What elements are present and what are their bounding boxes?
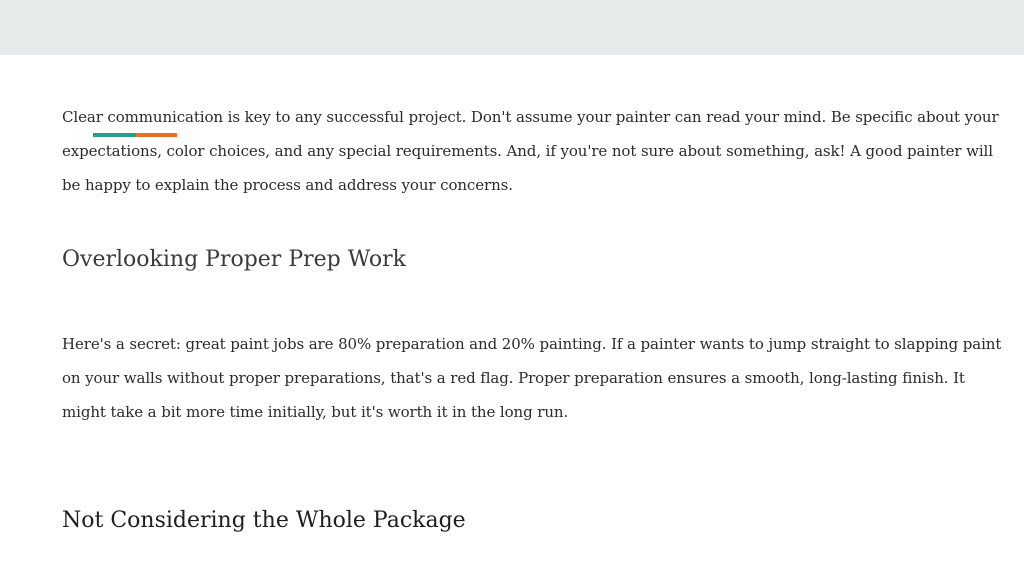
body-paragraph-prep-work: Here's a secret: great paint jobs are 80% preparation and 20% painting. If a painter wants to jump straight to slapping paint on your walls without proper preparations, that's a red flag. Proper preparation ensures a smooth, long-lasting finish. It might take a bit more time initially, but it's worth it in the long run. bbox=[62, 335, 1002, 421]
section-heading-prep-work: Overlooking Proper Prep Work bbox=[62, 247, 406, 272]
section-heading-whole-package: Not Considering the Whole Package bbox=[62, 508, 466, 533]
body-paragraph-communication: Clear communication is key to any successful project. Don't assume your painter can read your mind. Be specific about your expectations, color choices, and any special requirements. And, if you're not sure about something, ask! A good painter will be happy to explain the process and address your concerns. bbox=[62, 108, 999, 194]
header-bar bbox=[0, 0, 1024, 55]
